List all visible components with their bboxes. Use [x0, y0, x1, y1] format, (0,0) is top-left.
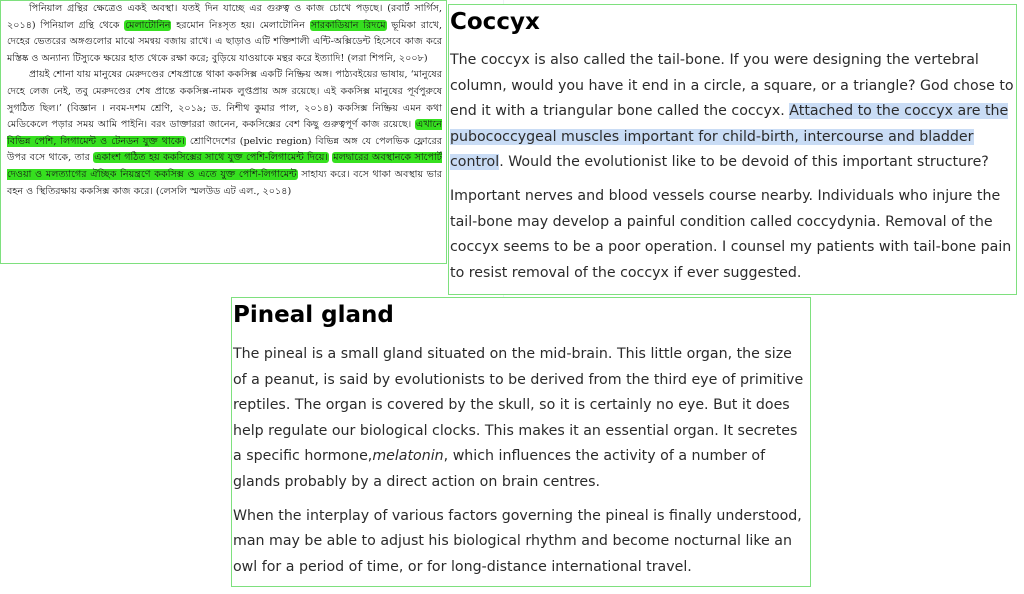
bengali-text: হরমোন নিঃসৃত হয়। মেলাটোনিন: [171, 19, 310, 31]
coccyx-text: . Would the evolutionist like to be devoid of this important structure?: [499, 154, 989, 171]
bengali-text-region: [0, 0, 447, 264]
pineal-paragraph-1: [233, 342, 810, 496]
bengali-text: ভূমিকা রাখে, দেহের ভেতরের অঙ্গগুলোর মাঝে সমন্বয় বজায় রাখে। এ ছাড়াও এটি শক্তিশালী এন্টি-অক্সিডেন্ট হিসেবে কাজ করে মস্তিষ্ক ও অন্যান্য টিস্যুকে ক্ষয়ের হাত থেকে রক্ষা করে; বুড়িয়ে যাওয়াকে মন্থর করে ইত্যাদি! (লরা শিপনি, ২০০৮): [7, 19, 443, 64]
bengali-text: পিনিয়াল গ্রন্থির ক্ষেত্রেও একই অবস্থা। যতই দিন যাচ্ছে এর গুরুত্ব ও কাজ চোখে পড়ছে। (রবার্ট সার্গিস, ২০১৪) পিনিয়াল গ্রন্থি থেকে: [7, 3, 442, 31]
coccyx-paragraph-2: Important nerves and blood vessels course nearby. Individuals who injure the tail-bone may develop a painful condition called coccydynia. Removal of the coccyx seems to be a poor operation. I counsel my patients with tail-bone pain to resist removal of the coccyx if ever suggested.: [450, 187, 1012, 281]
green-highlight: মলদ্বারের অবস্থানকে সাপোর্ট দেওয়া ও মলত্যাগের ঐচ্ছিক নিয়ন্ত্রণে ককসিক্স ও এতে যুক্ত পেশি-লিগামেন্ট: [7, 152, 442, 180]
pineal-section: [231, 297, 811, 587]
bengali-paragraph-2: [1, 67, 446, 200]
coccyx-section: [448, 4, 1017, 295]
green-highlight: এখানে বিভিন্ন পেশি, লিগামেন্ট ও টেনডন যুক্ত থাকে।: [7, 119, 442, 147]
bengali-text: সাহায্য করে। বসে থাকা অবস্থায় ভার বহন ও স্থিতিরক্ষায় ককসিক্স কাজ করে। (লেসলি স্মলউড এট এল., ২০১৪): [7, 168, 442, 197]
selected-text[interactable]: Attached to the coccyx are the pubococcygeal muscles important for child-birth, intercourse and bladder control: [450, 103, 1009, 171]
melatonin-term: melatonin: [372, 448, 444, 465]
coccyx-paragraph-1: [450, 48, 1016, 176]
pineal-text: , which influences the activity of a number of glands probably by a direct action on brain centres.: [233, 448, 766, 490]
pineal-paragraph-2: When the interplay of various factors governing the pineal is finally understood, man may be able to adjust his biological rhythm and become nocturnal like an owl for a period of time, or for long-distance international travel.: [233, 507, 802, 575]
bengali-text: শ্রোণিদেশের (pelvic region) বিভিন্ন অঙ্গ যে পেলভিক ফ্লোরের উপর বসে থাকে, তার: [7, 135, 442, 164]
coccyx-text: The coccyx is also called the tail-bone. If you were designing the vertebral column, would you have it end in a circle, a square, or a triangle? God chose to end it with a triangular bone called the coccyx.: [450, 52, 1014, 120]
green-highlight: মেলাটোনিন: [125, 19, 171, 31]
coccyx-heading: Coccyx: [450, 9, 540, 35]
bengali-paragraph-1: [1, 1, 446, 67]
green-highlight: সারকাডিয়ান রিদমে: [310, 19, 386, 31]
pineal-text: The pineal is a small gland situated on the mid-brain. This little organ, the size of a peanut, is said by evolutionists to be derived from the third eye of primitive reptiles. The organ is covered by the skull, so it is certainly no eye. But it does help regulate our biological clocks. This makes it an essential organ. It secretes a specific hormone,: [233, 346, 804, 465]
bengali-text: প্রায়ই শোনা যায় মানুষের মেরুদণ্ডের শেষপ্রান্তে থাকা ককসিক্স একটি নিষ্ক্রিয় অঙ্গ। পাঠ্যবইয়ের ভাষায়, ‘মানুষের দেহে লেজ নেই, তবু মেরুদণ্ডের শেষ প্রান্তে ককসিক্স-নামক লুপ্তপ্রায় অঙ্গ রয়েছে। এই ককসিক্স মানুষের পূর্বপুরুষে সুগঠিত ছিল।’ (বিজ্ঞান । নবম-দশম শ্রেণি, ২০১৯; ড. নিশীথ কুমার পাল, ২০১৪) ককসিক্স নিষ্ক্রিয় এমন কথা মেডিকেলে পড়ার সময় আমি পাইনি। বরং ডাক্তাররা জানেন, ককসিক্সের বেশ কিছু গুরুত্বপূর্ণ কাজ রয়েছে।: [7, 69, 442, 131]
pineal-heading: Pineal gland: [233, 302, 394, 328]
green-highlight: একাংশ গঠিত হয় ককসিক্সের সাথে যুক্ত পেশি-লিগামেন্ট দিয়ে।: [94, 152, 328, 164]
